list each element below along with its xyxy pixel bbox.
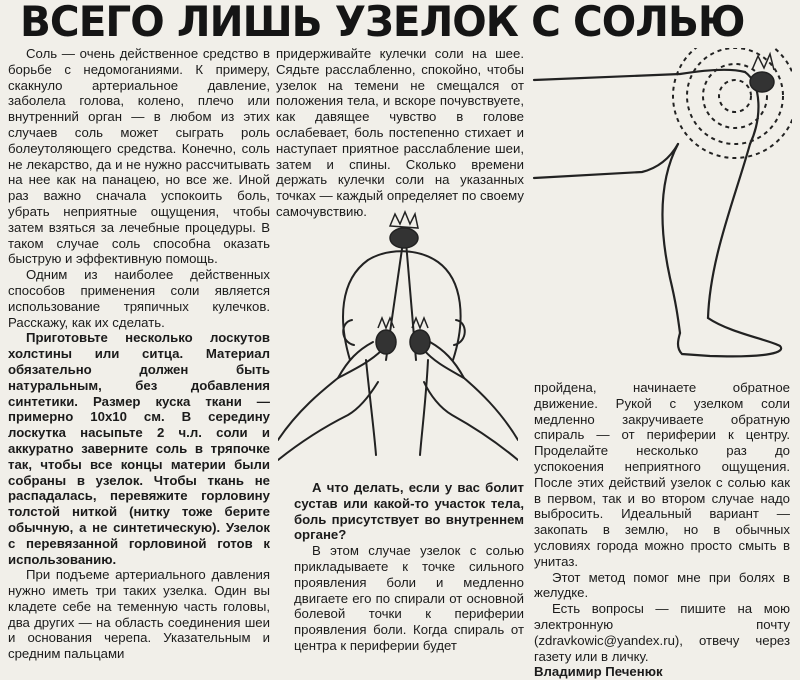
text-column-3 bbox=[294, 480, 524, 654]
leg-illustration bbox=[530, 48, 792, 366]
text-column-2 bbox=[276, 46, 524, 220]
salt-bundle-crown bbox=[390, 212, 418, 248]
paragraph-question: А что делать, если у вас болит сустав или какой-то участок тела, боль присутствует во внутреннем органе? bbox=[294, 480, 524, 543]
paragraph-spiral: В этом случае узелок с солью прикладываете к точке сильного проявления боли и медленно двигаете его по спирали от основной болевой точки к периферии проявления боли. Когда спираль от центра к периферии будет bbox=[294, 543, 524, 653]
salt-bundle-knee bbox=[750, 54, 774, 92]
paragraph-pressure: При подъеме артериального давления нужно иметь три таких узелка. Один вы кладете себе на теменную часть головы, два других — на область соединения шеи и основания черепа. Указательным и средним пальцами bbox=[8, 567, 270, 662]
paragraph-intro: Соль — очень действенное средство в борьбе с недомоганиями. К примеру, скакнуло артериальное давление, заболела голова, колено, плечо или внутренний орган — в любом из этих случаев соль может сыграть роль болеутоляющего средства. Конечно, соль не лекарство, да и не нужно рассчитывать на нее как на панацею, но все же. Иной раз важно сначала успокоить боль, убрать неприятные ощущения, чтобы затем взяться за лечебные процедуры. В таком случае соль способна оказать быструю и эффективную помощь. bbox=[8, 46, 270, 267]
text-column-1 bbox=[8, 46, 270, 662]
text-column-4 bbox=[534, 380, 790, 680]
paragraph-neck: придерживайте кулечки соли на шее. Сядьте расслабленно, спокойно, чтобы узелок на темени не смещался от положения тела, и вскоре почувствуете, как давящее чувство в голове ослабевает, боль постепенно стихает и наступает приятное расслабление шеи, затем и спины. Сколько времени держать кулечки соли на указанных точках — каждый определяет по своему самочувствию. bbox=[276, 46, 524, 219]
article-headline: ВСЕГО ЛИШЬ УЗЕЛОК С СОЛЬЮ bbox=[20, 0, 745, 46]
author-signature: Владимир Печенюк bbox=[534, 664, 663, 680]
spiral-path-icon bbox=[673, 48, 792, 158]
head-illustration bbox=[278, 210, 518, 475]
paragraph-contacts: Есть вопросы — пишите на мою электронную почту (zdravkowic@yandex.ru), отвечу через газету или в личку. bbox=[534, 601, 790, 664]
paragraph-method: Одним из наиболее действенных способов применения соли является использование тряпичных кулечков. Расскажу, как их сделать. bbox=[8, 267, 270, 330]
salt-bundle-neck bbox=[376, 318, 430, 354]
paragraph-preparation: Приготовьте несколько лоскутов холстины или ситца. Материал обязательно должен быть натуральным, без добавления синтетики. Размер куска ткани — примерно 10х10 см. В середину лоскутка насыпьте 2 ч.л. соли и аккуратно заверните соль в тряпочке так, чтобы все концы материи были собраны в узелок. Чтобы ткань не распадалась, перевяжите горловину толстой ниткой (нитку тоже берите обычную, а не синтетическую). Узелок с перевязанной горловиной готов к использованию. bbox=[8, 330, 270, 567]
paragraph-stomach: Этот метод помог мне при болях в желудке. bbox=[534, 569, 790, 601]
paragraph-reverse: пройдена, начинаете обратное движение. Рукой с узелком соли медленно закручиваете обратную спираль — от периферии к центру. Проделайте несколько раз до успокоения неприятного ощущения. После этих действий узелок с солью как в первом, так и во втором случае надо выбросить. Идеальный вариант — закопать в землю, но в обычных условиях города можно просто смыть в унитаз. bbox=[534, 380, 790, 569]
